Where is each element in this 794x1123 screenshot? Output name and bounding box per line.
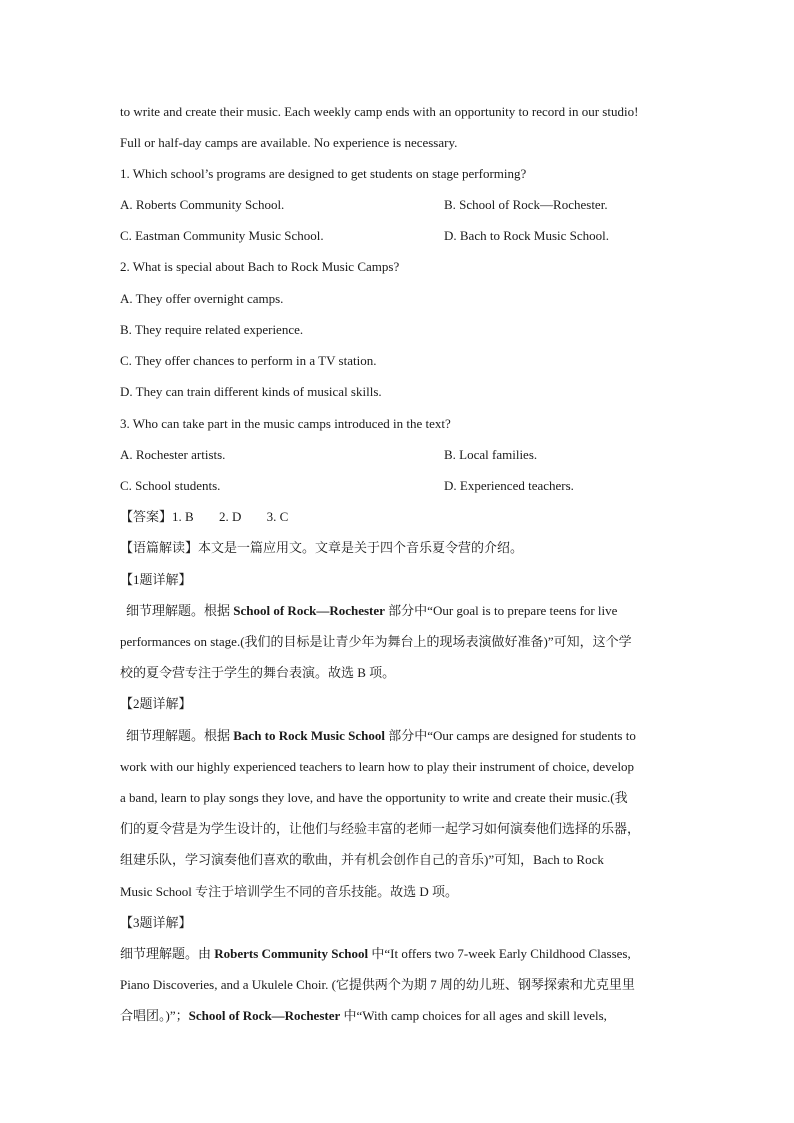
answer-item: 3. C — [266, 509, 289, 524]
detail-line: performances on stage.(我们的目标是让青少年为舞台上的现场表演做好准备)”可知，这个学 — [120, 634, 632, 649]
answer-item: 2. D — [218, 509, 242, 524]
answer-line — [120, 509, 288, 525]
analysis-text: 本文是一篇应用文。文章是关于四个音乐夏令营的介绍。 — [198, 540, 524, 555]
question-stem: 2. What is special about Bach to Rock Music Camps? — [120, 259, 400, 274]
option: B. They require related experience. — [120, 322, 304, 337]
passage-line: Full or half-day camps are available. No experience is necessary. — [120, 135, 458, 150]
option: A. Roberts Community School. — [120, 197, 285, 212]
detail-line: 合唱团。)”；School of Rock—Rochester 中“With camp choices for all ages and skill levels, — [120, 1008, 607, 1023]
detail-line: work with our highly experienced teachers to learn how to play their instrument of choice, develop — [120, 759, 635, 774]
option: C. Eastman Community Music School. — [120, 228, 324, 243]
option: C. They offer chances to perform in a TV station. — [120, 353, 377, 368]
option: D. They can train different kinds of musical skills. — [120, 384, 382, 399]
detail-line: Piano Discoveries, and a Ukulele Choir. (它提供两个为期 7 周的幼儿班、钢琴探索和尤克里里 — [120, 977, 635, 992]
detail-line: 细节理解题。由 Roberts Community School 中“It offers two 7-week Early Childhood Classes, — [120, 946, 631, 961]
answer-item: 1. B — [172, 509, 194, 524]
option: D. Experienced teachers. — [444, 478, 574, 493]
question-stem: 3. Who can take part in the music camps introduced in the text? — [120, 416, 451, 431]
option: C. School students. — [120, 478, 221, 493]
detail-line: Music School 专注于培训学生不同的音乐技能。故选 D 项。 — [120, 884, 459, 899]
section-heading: 【3题详解】 — [120, 915, 192, 930]
option: A. Rochester artists. — [120, 447, 226, 462]
detail-line: 们的夏令营是为学生设计的，让他们与经验丰富的老师一起学习如何演奏他们选择的乐器， — [120, 821, 641, 836]
answer-label: 【答案】 — [120, 509, 173, 524]
option: B. Local families. — [444, 447, 538, 462]
passage-line: to write and create their music. Each weekly camp ends with an opportunity to record in our studio! — [120, 104, 639, 119]
option: B. School of Rock—Rochester. — [444, 197, 608, 212]
question-stem: 1. Which school’s programs are designed to get students on stage performing? — [120, 166, 527, 181]
section-heading: 【1题详解】 — [120, 572, 192, 587]
section-heading: 【2题详解】 — [120, 696, 192, 711]
option: A. They offer overnight camps. — [120, 291, 284, 306]
detail-line: 校的夏令营专注于学生的舞台表演。故选 B 项。 — [120, 665, 396, 680]
detail-line: 组建乐队，学习演奏他们喜欢的歌曲，并有机会创作自己的音乐)”可知，Bach to Rock — [120, 852, 604, 867]
detail-line: 细节理解题。根据 Bach to Rock Music School 部分中“Our camps are designed for students to — [126, 728, 636, 743]
detail-line: 细节理解题。根据 School of Rock—Rochester 部分中“Our goal is to prepare teens for live — [126, 603, 618, 618]
analysis-label: 【语篇解读】 — [120, 540, 199, 555]
analysis-line — [120, 540, 523, 556]
detail-line: a band, learn to play songs they love, and have the opportunity to write and create their music.(我 — [120, 790, 628, 805]
option: D. Bach to Rock Music School. — [444, 228, 610, 243]
